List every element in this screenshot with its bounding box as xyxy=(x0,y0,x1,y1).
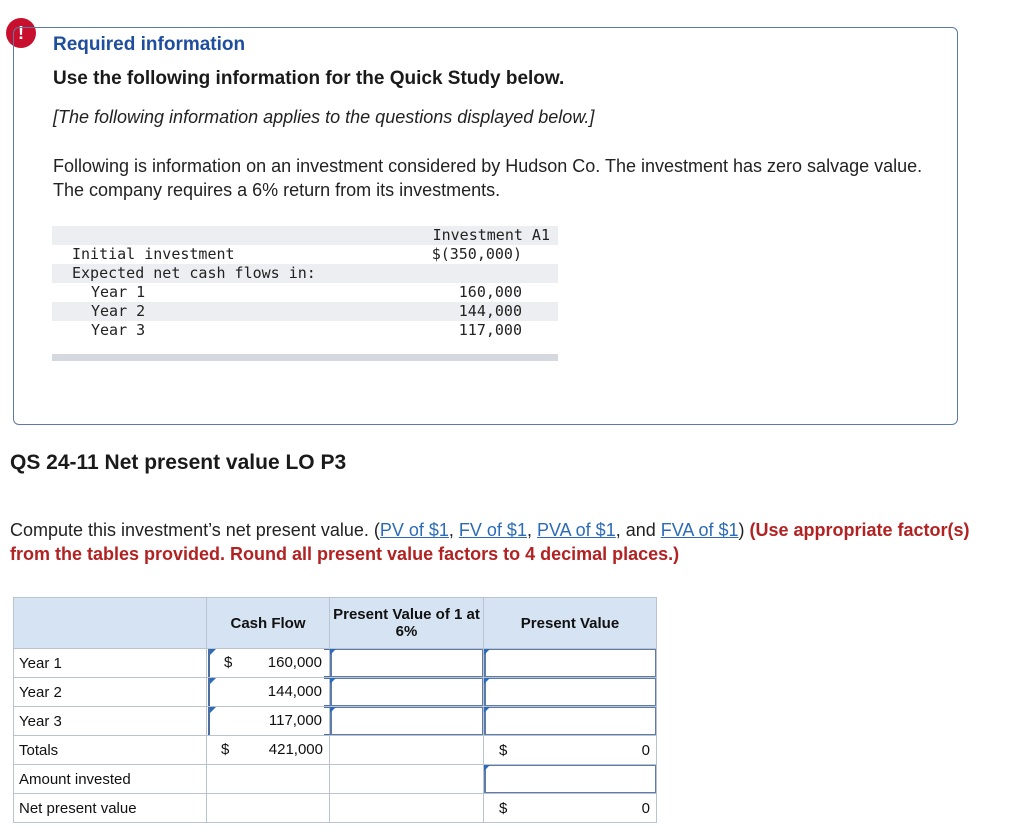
row-label: Net present value xyxy=(14,794,207,823)
cash-flow-cell xyxy=(207,736,330,765)
investment-row-value: $(350,000) xyxy=(431,245,522,263)
present-value-cell xyxy=(484,678,657,707)
present-value-cell xyxy=(484,765,657,794)
dollar-sign: $ xyxy=(221,741,230,758)
input-marker-icon xyxy=(210,678,216,684)
prompt-text: Compute this investment’s net present value. ( xyxy=(10,520,380,540)
present-value-cell xyxy=(484,707,657,736)
investment-row xyxy=(52,302,558,321)
required-info-title: Required information xyxy=(53,34,246,55)
investment-row-label: Year 1 xyxy=(91,283,146,301)
dollar-sign: $ xyxy=(224,654,233,671)
cash-flow-cell[interactable] xyxy=(207,707,330,736)
present-value-input[interactable] xyxy=(484,649,656,677)
pv-factor-cell xyxy=(330,765,484,794)
cash-flow-cell[interactable] xyxy=(207,678,330,707)
input-marker-icon xyxy=(484,707,490,713)
net-present-value: 0 xyxy=(641,800,650,817)
cash-flow-cell xyxy=(207,765,330,794)
investment-row-value: 144,000 xyxy=(458,302,522,320)
fva-table-link[interactable]: FVA of $1 xyxy=(660,520,739,540)
investment-row-label: Initial investment xyxy=(72,245,235,263)
input-marker-icon xyxy=(484,765,490,771)
investment-row xyxy=(52,245,558,264)
input-marker-icon xyxy=(330,707,336,713)
pv-table-link[interactable]: PV of $1 xyxy=(379,520,449,540)
table-row xyxy=(14,765,657,794)
table-footer-bar xyxy=(52,354,558,361)
pva-table-link[interactable]: PVA of $1 xyxy=(536,520,616,540)
present-value-column-header: Present Value xyxy=(484,598,657,649)
investment-row-value: 160,000 xyxy=(458,283,522,301)
npv-header-row xyxy=(14,598,657,649)
cash-flow-cell[interactable] xyxy=(207,649,330,678)
input-marker-icon xyxy=(210,707,216,713)
pv-factor-input[interactable] xyxy=(330,678,483,706)
pv-factor-cell xyxy=(330,736,484,765)
pv-factor-cell xyxy=(330,649,484,678)
label-column-header xyxy=(14,598,207,649)
alert-icon: ! xyxy=(6,18,36,48)
prompt-separator: , xyxy=(526,520,537,540)
input-marker-icon xyxy=(330,678,336,684)
question-prompt xyxy=(10,518,1010,566)
investment-data-table xyxy=(52,226,558,361)
present-value-total: 0 xyxy=(641,742,650,759)
table-row xyxy=(14,649,657,678)
row-label: Year 1 xyxy=(14,649,207,678)
investment-row xyxy=(52,321,558,340)
input-marker-icon xyxy=(210,649,216,655)
row-label: Year 3 xyxy=(14,707,207,736)
table-row xyxy=(14,736,657,765)
present-value-input[interactable] xyxy=(484,678,656,706)
table-row xyxy=(14,678,657,707)
row-label: Amount invested xyxy=(14,765,207,794)
pv-factor-cell xyxy=(330,678,484,707)
input-marker-icon xyxy=(330,649,336,655)
pv-factor-cell xyxy=(330,794,484,823)
cash-flow-value: 117,000 xyxy=(268,712,322,729)
prompt-separator: , and xyxy=(615,520,661,540)
table-row xyxy=(14,707,657,736)
investment-column-header: Investment A1 xyxy=(432,226,550,244)
investment-header-row xyxy=(52,226,558,245)
instruction-text: (Use appropriate factor(s) from the tables provided. Round all present value factors to 4 decimal places.) xyxy=(10,520,970,564)
investment-row xyxy=(52,283,558,302)
investment-row xyxy=(52,264,558,283)
cash-flow-cell xyxy=(207,794,330,823)
investment-row-label: Year 2 xyxy=(91,302,146,320)
present-value-cell xyxy=(484,736,657,765)
table-row xyxy=(14,794,657,823)
investment-row-value: 117,000 xyxy=(458,321,522,339)
fv-table-link[interactable]: FV of $1 xyxy=(458,520,527,540)
present-value-input[interactable] xyxy=(484,707,656,735)
prompt-separator: , xyxy=(448,520,459,540)
pv-factor-input[interactable] xyxy=(330,707,483,735)
row-label: Year 2 xyxy=(14,678,207,707)
cash-flow-column-header: Cash Flow xyxy=(207,598,330,649)
input-marker-icon xyxy=(484,678,490,684)
investment-row-label: Year 3 xyxy=(91,321,146,339)
investment-row-label: Expected net cash flows in: xyxy=(72,264,316,282)
input-marker-icon xyxy=(484,649,490,655)
info-subtitle: Use the following information for the Quick Study below. xyxy=(53,68,565,89)
dollar-sign: $ xyxy=(499,742,508,759)
pv-factor-cell xyxy=(330,707,484,736)
row-label: Totals xyxy=(14,736,207,765)
npv-worksheet-table xyxy=(13,597,657,823)
cash-flow-total: 421,000 xyxy=(268,741,323,758)
info-description: Following is information on an investment considered by Hudson Co. The investment has zero salvage value. The company requires a 6% return from its investments. xyxy=(53,156,923,200)
present-value-cell xyxy=(484,649,657,678)
cash-flow-value: 144,000 xyxy=(267,683,322,700)
cash-flow-value: 160,000 xyxy=(267,654,322,671)
pv-factor-column-header: Present Value of 1 at 6% xyxy=(330,598,484,649)
info-note: [The following information applies to the questions displayed below.] xyxy=(53,107,595,127)
present-value-cell xyxy=(484,794,657,823)
dollar-sign: $ xyxy=(499,800,508,817)
prompt-text: ) xyxy=(738,520,750,540)
pv-factor-input[interactable] xyxy=(330,649,483,677)
amount-invested-input[interactable] xyxy=(484,765,656,793)
question-title: QS 24-11 Net present value LO P3 xyxy=(10,451,347,474)
